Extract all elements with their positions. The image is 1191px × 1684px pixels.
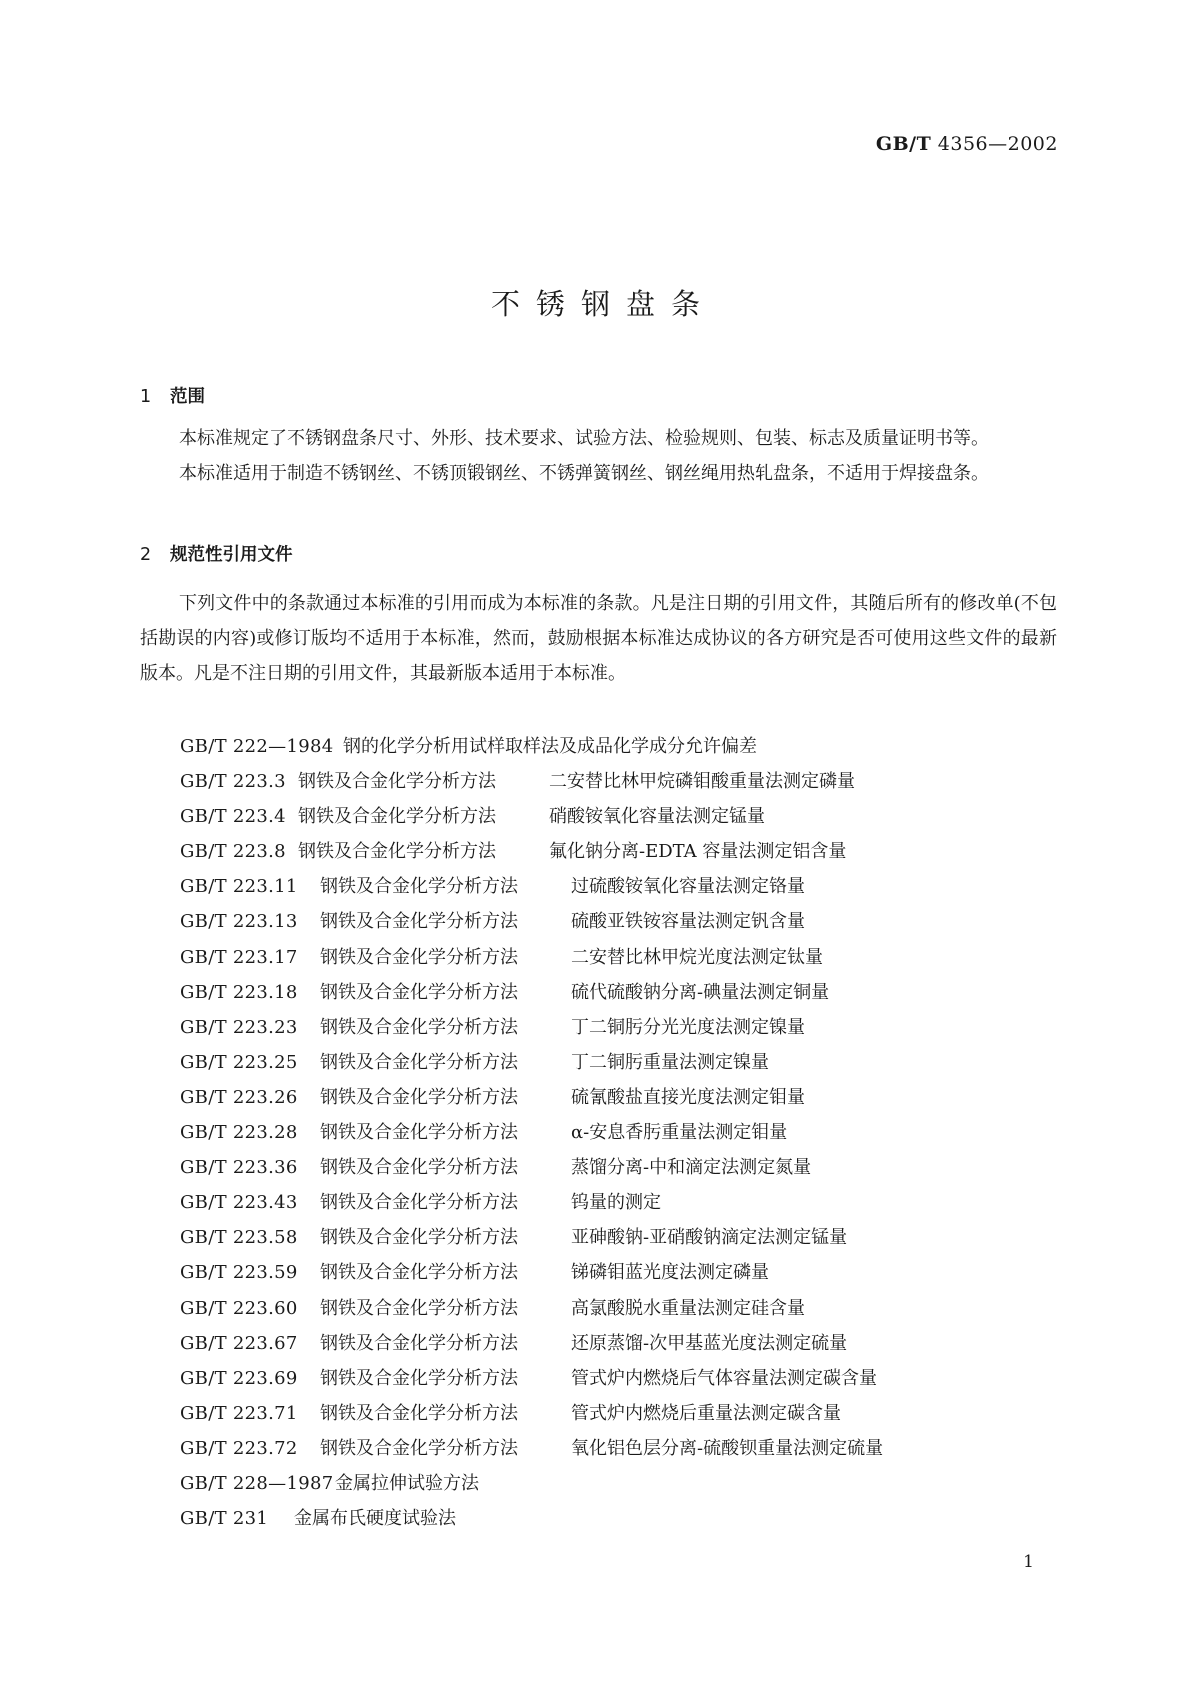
reference-title: 金属布氏硬度试验法 — [294, 1508, 456, 1530]
reference-title: 二安替比林甲烷磷钼酸重量法测定磷量 — [549, 771, 855, 793]
reference-item — [180, 904, 883, 939]
reference-title: 管式炉内燃烧后重量法测定碳含量 — [571, 1402, 841, 1424]
reference-code: GB/T 223.36 — [180, 1157, 298, 1179]
reference-series: 钢铁及合金化学分析方法 — [320, 1192, 518, 1214]
reference-code: GB/T 223.69 — [180, 1367, 298, 1389]
reference-code: GB/T 223.43 — [180, 1192, 298, 1214]
reference-code: GB/T 223.25 — [180, 1051, 298, 1073]
reference-series: 钢铁及合金化学分析方法 — [320, 1086, 518, 1108]
reference-item — [180, 1115, 883, 1150]
reference-title: 钨量的测定 — [571, 1192, 661, 1214]
reference-title: 硫代硫酸钠分离-碘量法测定铜量 — [571, 981, 830, 1003]
reference-code: GB/T 223.23 — [180, 1016, 298, 1038]
reference-code: GB/T 223.72 — [180, 1437, 298, 1459]
reference-title: 氧化铝色层分离-硫酸钡重量法测定硫量 — [571, 1437, 884, 1459]
reference-series: 钢铁及合金化学分析方法 — [320, 1437, 518, 1459]
reference-series: 钢铁及合金化学分析方法 — [320, 981, 518, 1003]
reference-code: GB/T 223.13 — [180, 911, 298, 933]
reference-title: 氟化钠分离-EDTA 容量法测定铝含量 — [549, 841, 847, 863]
reference-item — [180, 834, 883, 869]
scope-paragraph-1: 本标准规定了不锈钢盘条尺寸、外形、技术要求、试验方法、检验规则、包装、标志及质量证明书等。 — [179, 428, 989, 449]
standard-code: 4356—2002 — [937, 133, 1058, 155]
reference-title: 管式炉内燃烧后气体容量法测定碳含量 — [571, 1367, 877, 1389]
reference-title: 钢的化学分析用试样取样法及成品化学成分允许偏差 — [343, 736, 757, 757]
standard-prefix: GB/T — [875, 133, 932, 155]
reference-title: 二安替比林甲烷光度法测定钛量 — [571, 946, 823, 968]
reference-series: 钢铁及合金化学分析方法 — [320, 876, 518, 898]
reference-series: 钢铁及合金化学分析方法 — [320, 1402, 518, 1424]
reference-series: 钢铁及合金化学分析方法 — [320, 911, 518, 933]
reference-item — [180, 975, 883, 1010]
reference-series: 钢铁及合金化学分析方法 — [320, 1122, 518, 1144]
reference-code: GB/T 223.58 — [180, 1227, 298, 1249]
reference-item — [180, 940, 883, 975]
reference-item — [180, 869, 883, 904]
section-1-heading — [140, 383, 205, 408]
reference-title: 过硫酸铵氧化容量法测定铬量 — [571, 876, 805, 898]
reference-item — [180, 1501, 883, 1536]
reference-code: GB/T 223.26 — [180, 1086, 298, 1108]
reference-title: 硝酸铵氧化容量法测定锰量 — [549, 806, 765, 828]
section-1-title: 范围 — [170, 387, 205, 407]
reference-code: GB/T 223.3 — [180, 771, 286, 793]
reference-series: 钢铁及合金化学分析方法 — [298, 771, 496, 793]
section-2-heading — [140, 541, 293, 566]
reference-series: 钢铁及合金化学分析方法 — [320, 1367, 518, 1389]
reference-item — [180, 1255, 883, 1290]
reference-item — [180, 1396, 883, 1431]
reference-code: GB/T 223.17 — [180, 946, 298, 968]
references-intro: 下列文件中的条款通过本标准的引用而成为本标准的条款。凡是注日期的引用文件，其随后所有的修改单(不包括勘误的内容)或修订版均不适用于本标准，然而，鼓励根据本标准达成协议的各方研究是否可使用这些文件的最新版本。凡是不注日期的引用文件，其最新版本适用于本标准。 — [140, 593, 1057, 684]
reference-item — [180, 764, 883, 799]
reference-series: 钢铁及合金化学分析方法 — [320, 1227, 518, 1249]
reference-title: 硫酸亚铁铵容量法测定钒含量 — [571, 911, 805, 933]
reference-item — [180, 799, 883, 834]
reference-series: 钢铁及合金化学分析方法 — [320, 1157, 518, 1179]
normative-references-list — [180, 729, 883, 1536]
reference-item — [180, 1220, 883, 1255]
reference-title: 亚砷酸钠-亚硝酸钠滴定法测定锰量 — [571, 1227, 848, 1249]
reference-series: 钢铁及合金化学分析方法 — [320, 1262, 518, 1284]
scope-paragraph-2: 本标准适用于制造不锈钢丝、不锈顶锻钢丝、不锈弹簧钢丝、钢丝绳用热轧盘条，不适用于焊接盘条。 — [179, 463, 989, 484]
standard-number — [876, 133, 1058, 155]
reference-item — [180, 729, 883, 764]
reference-code: GB/T 228—1987 — [180, 1472, 334, 1494]
reference-series: 钢铁及合金化学分析方法 — [320, 946, 518, 968]
reference-title: 还原蒸馏-次甲基蓝光度法测定硫量 — [571, 1332, 848, 1354]
reference-item — [180, 1431, 883, 1466]
reference-code: GB/T 223.4 — [180, 806, 286, 828]
reference-series: 钢铁及合金化学分析方法 — [298, 841, 496, 863]
reference-code: GB/T 223.28 — [180, 1122, 298, 1144]
section-1-number: 1 — [140, 387, 152, 407]
reference-code: GB/T 222—1984 — [180, 736, 334, 757]
reference-series: 钢铁及合金化学分析方法 — [320, 1297, 518, 1319]
reference-code: GB/T 223.18 — [180, 981, 298, 1003]
page-number: 1 — [1023, 1552, 1034, 1572]
reference-item — [180, 1045, 883, 1080]
reference-item — [180, 1326, 883, 1361]
reference-series: 钢铁及合金化学分析方法 — [320, 1016, 518, 1038]
reference-code: GB/T 223.67 — [180, 1332, 298, 1354]
reference-code: GB/T 231 — [180, 1508, 269, 1530]
reference-title: 硫氰酸盐直接光度法测定钼量 — [571, 1086, 805, 1108]
reference-code: GB/T 223.71 — [180, 1402, 298, 1424]
reference-item — [180, 1466, 883, 1501]
reference-series: 钢铁及合金化学分析方法 — [320, 1051, 518, 1073]
reference-item — [180, 1010, 883, 1045]
reference-code: GB/T 223.60 — [180, 1297, 298, 1319]
reference-title: 金属拉伸试验方法 — [335, 1472, 479, 1494]
reference-code: GB/T 223.11 — [180, 876, 298, 898]
reference-title: 蒸馏分离-中和滴定法测定氮量 — [571, 1157, 812, 1179]
reference-title: 高氯酸脱水重量法测定硅含量 — [571, 1297, 805, 1319]
reference-code: GB/T 223.59 — [180, 1262, 298, 1284]
section-2-title: 规范性引用文件 — [170, 545, 293, 565]
reference-series: 钢铁及合金化学分析方法 — [298, 806, 496, 828]
reference-item — [180, 1361, 883, 1396]
section-2-number: 2 — [140, 545, 152, 565]
reference-code: GB/T 223.8 — [180, 841, 286, 863]
document-title: 不锈钢盘条 — [490, 287, 716, 321]
reference-title: 锑磷钼蓝光度法测定磷量 — [571, 1262, 769, 1284]
reference-item — [180, 1185, 883, 1220]
reference-title: 丁二铜肟重量法测定镍量 — [571, 1051, 769, 1073]
reference-title: α-安息香肟重量法测定钼量 — [571, 1122, 788, 1144]
reference-series: 钢铁及合金化学分析方法 — [320, 1332, 518, 1354]
reference-title: 丁二铜肟分光光度法测定镍量 — [571, 1016, 805, 1038]
reference-item — [180, 1150, 883, 1185]
reference-item — [180, 1291, 883, 1326]
reference-item — [180, 1080, 883, 1115]
